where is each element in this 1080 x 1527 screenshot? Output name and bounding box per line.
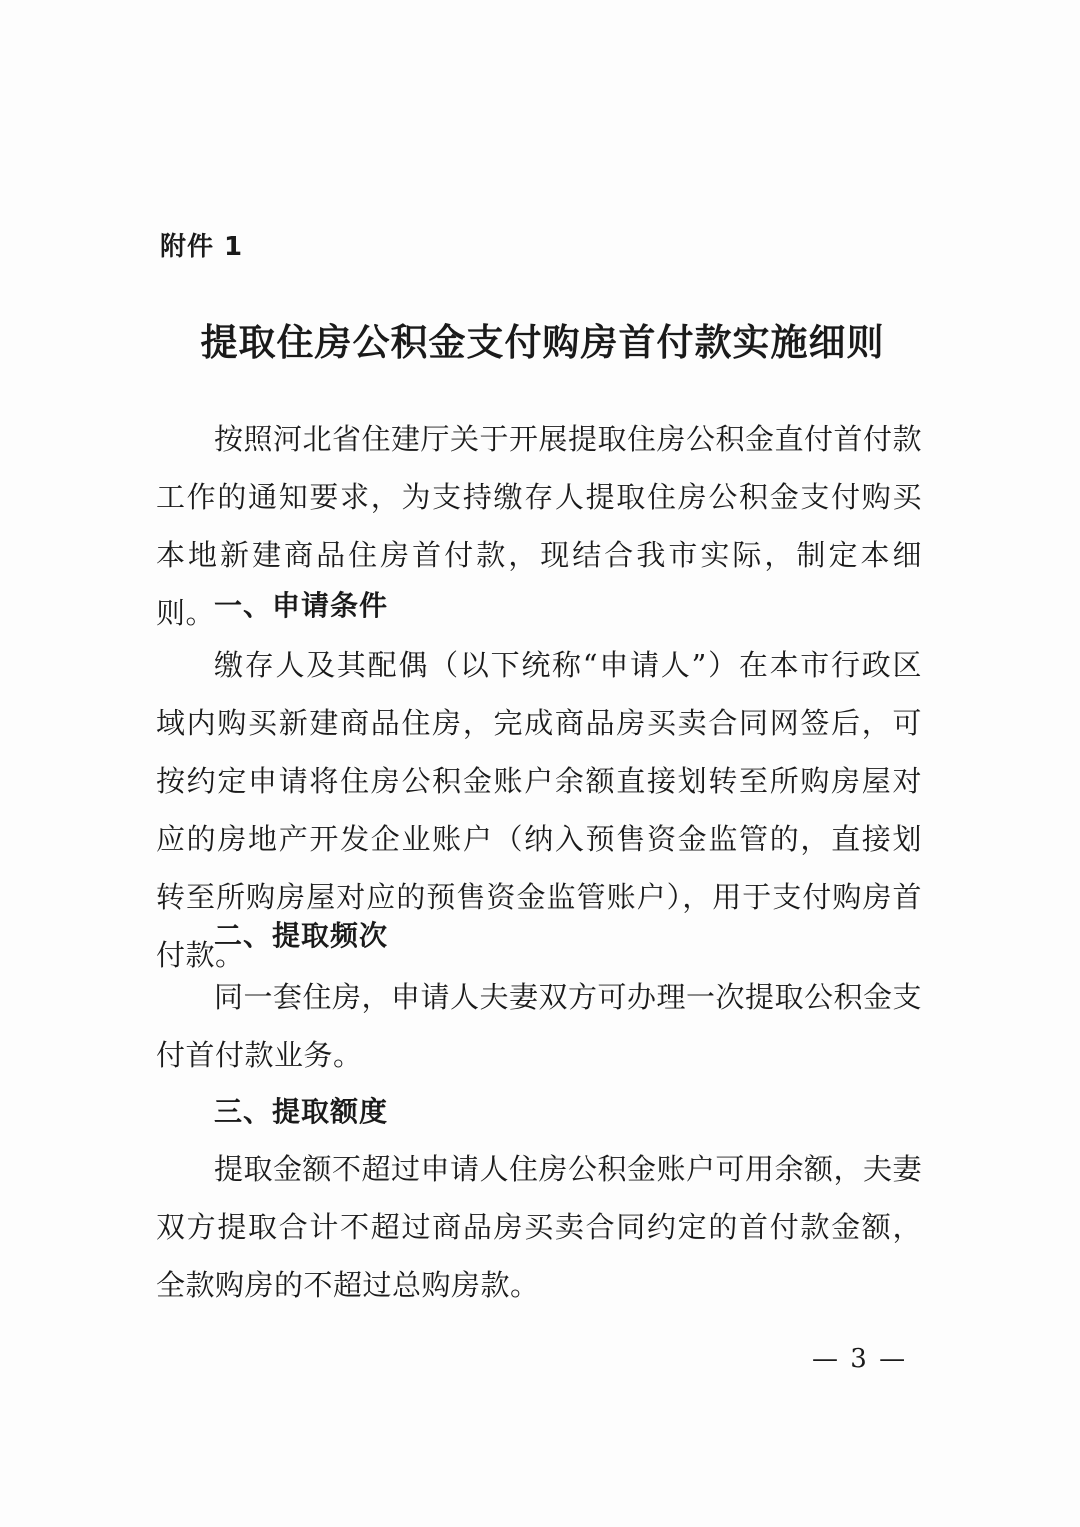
section-body-withdrawal-frequency: 同一套住房，申请人夫妻双方可办理一次提取公积金支付首付款业务。	[156, 980, 923, 1072]
section-heading-withdrawal-amount: 三、提取额度	[214, 1095, 389, 1128]
intro-paragraph: 按照河北省住建厅关于开展提取住房公积金直付首付款工作的通知要求，为支持缴存人提取住房公积金支付购买本地新建商品住房首付款，现结合我市实际，制定本细则。	[156, 422, 923, 630]
section-body-withdrawal-amount: 提取金额不超过申请人住房公积金账户可用余额，夫妻双方提取合计不超过商品房买卖合同约定的首付款金额，全款购房的不超过总购房款。	[156, 1152, 923, 1302]
section-body-application-conditions: 缴存人及其配偶（以下统称“申请人”）在本市行政区域内购买新建商品住房，完成商品房买卖合同网签后，可按约定申请将住房公积金账户余额直接划转至所购房屋对应的房地产开发企业账户（纳入预售资金监管的，直接划转至所购房屋对应的预售资金监管账户），用于支付购房首付款。	[156, 648, 922, 972]
section-heading-application-conditions: 一、申请条件	[214, 589, 389, 622]
document-title: 提取住房公积金支付购房首付款实施细则	[200, 320, 885, 364]
page-number: — 3 —	[812, 1344, 908, 1374]
attachment-label: 附件 1	[160, 232, 244, 262]
section-heading-withdrawal-frequency: 二、提取频次	[214, 919, 389, 952]
